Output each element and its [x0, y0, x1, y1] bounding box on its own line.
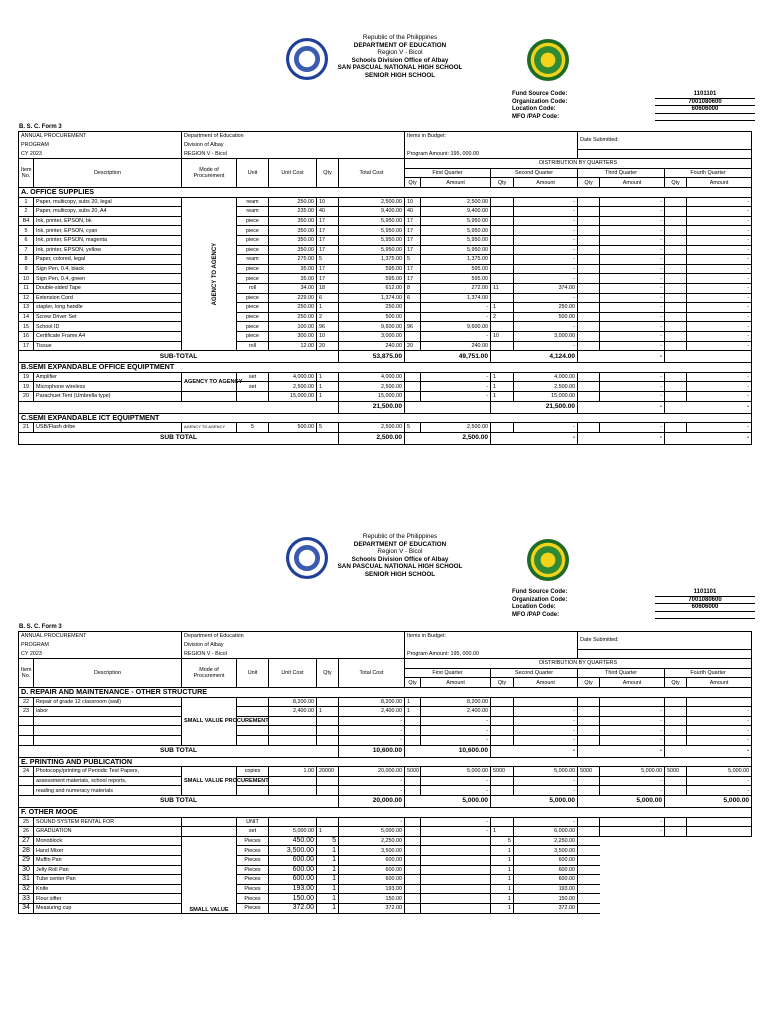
table-row: 5 Ink, printer, EPSON, cyan piece 350.00 17 5,950.00 17 5,950.00 - - -	[19, 226, 752, 236]
distribution-header: DISTRIBUTION BY QUARTERS	[405, 159, 752, 169]
section-title: A. OFFICE SUPPLIES	[19, 188, 752, 198]
code-values: 1101101 7001080600 60606000	[655, 91, 755, 121]
procurement-table-2: ANNUAL PROCUREMENT Department of Education Items in Budget: Date Submitted: PROGRAM Division of Albay CY 2023 REGION V - Bicol Program Amount: 195, 000.00 Item No. Description Mode of Procurement Unit Unit Cost Qty Total Cost DISTRIBUTION BY QUARTERS First Quarter Second Quarter Third Quarter Fourth Quarter Qty Amount Qty Amount Qty Amount Qty Amount D. REPAIR AND MAINTENANCE - OTHER STRUCTURE 22 Repair of grade 12 classroom (wall) SMALL VALUE PROCUREMENT 8,200.00 8,200.00 1 8,200.00 23 labor 2,400.00 1 2,400.00 1 2,400.00 - - - - - - - - - - - - - - - - - - SUB TOTAL 10,600.00 10,600.00 - - - E. PRINTING AND PUBLICATION 24 Photocopy/printing of Periodic Test Papers, SMALL VALUE PROCUREMENT copies 1.00 20000 20,000.00 5000 5,000.00 5000 5,000.00 5000 5,000.00 5000 5,000.00 assessment materials, school reports, - - - - - reading and numeracy materials - - - - - SUB TOTAL 20,000.00 5,000.00 5,000.00 5,000.00 5,000.00 F. OTHER MOOE 25 SOUND SYSTEM RENTAL FOR UNIT - - - - 26 GRADUATION set 5,000.00 1 5,000.00 - 1 6,000.00 - 27 Monoblock SMALL VALUE Pieces 450.00 5 2,250.00 5 2,250.00 28 Hand Mixer Pieces 3,500.00 1 3,500.00 1 3,500.00 29 Muffin Pan Pieces 600.00 1 600.00 1 600.00 30 Jelly Roll Pan Pieces 600.00 1 600.00 1 600.00 31 Tube center Pan Pieces 600.00 1 600.00 1 600.00 32 Knife Pieces 193.00 1 193.00 1 193.00 33 Flour sifter Pieces 150.00 1 150.00 1 150.00 34 Measuring cup Pieces 372.00 1 372.00 1 372.00	[18, 631, 752, 914]
table-row: 2 Paper, multicopy, subs 20, A4 ream 235.00 40 9,400.00 40 9,400.00 - - -	[19, 207, 752, 217]
mode-label: AGENCY TO AGENCY	[184, 378, 243, 385]
subtotal-row: SUB TOTAL 2,500.00 2,500.00 - - -	[19, 432, 752, 444]
table-row: 16 Certificate Frame A4 piece 300.00 10 3,000.00 - 10 3,000.00 - -	[19, 331, 752, 341]
section-title: F. OTHER MOOE	[19, 808, 752, 818]
table-row: 29 Muffin Pan Pieces 600.00 1 600.00 1 600.00	[19, 855, 752, 865]
republic-line: Republic of the Philippines	[362, 34, 438, 41]
school-line: SAN PASCUAL NATIONAL HIGH SCHOOL	[337, 64, 463, 72]
code-labels: Fund Source Code: Organization Code: Location Code: MFO /PAP Code:	[512, 91, 568, 120]
col-total-cost: Total Cost	[339, 159, 405, 188]
table-row: - - - - -	[19, 716, 752, 726]
table-row: 6 Ink, printer, EPSON, magenta piece 350.00 17 5,950.00 17 5,950.00 - - -	[19, 236, 752, 246]
subtotal-row: SUB TOTAL 10,600.00 10,600.00 - - -	[19, 745, 752, 757]
table-row: B4 Ink, printer, EPSON, bk piece 350.00 17 5,950.00 17 5,950.00 - - -	[19, 216, 752, 226]
procurement-table-1: ANNUAL PROCUREMENT Department of Education Items in Budget: Date Submitted: PROGRAM Division of Albay CY 2023 REGION V - Bicol Program Amount: 195, 000.00 Item No. Description Mode of Procurement Unit Unit Cost Qty Total Cost DISTRIBUTION BY QUARTERS First Quarter Second Quarter Third Quarter Fourth Quarter Qty Amount Qty Amount Qty Amount Qty Amount A. OFFICE SUPPLIES 1 Paper, multicopy, subs 20, legal AGENCY TO AGENCY ream 250.00 10 2,500.00 10 2,500.00 - - - 2 Paper, multicopy, subs 20, A4 ream 235.00 40 9,400.00 40 9,400.00 - - - B4 Ink, printer, EPSON, bk piece 350.00 17 5,950.00 17 5,950.00 - - - 5 Ink, printer, EPSON, cyan piece 350.00 17 5,950.00 17 5,950.00 - - - 6 Ink, printer, EPSON, magenta piece 350.00 17 5,950.00 17 5,950.00 - - - 7 Ink, printer, EPSON, yellow piece 350.00 17 5,950.00 17 5,950.00 - - - 8 Paper, colored, legal ream 275.00 5 1,375.00 5 1,375.00 - - - 9 Sign Pen, 0.4, black piece 35.00 17 595.00 17 595.00 - - - 10 Sign Pen, 0.4, green piece 35.00 17 595.00 17 595.00 - - - 11 Double-sided Tape roll 34.00 18 612.00 8 272.00 11 374.00 - - 12 Extension Cord piece 229.00 6 1,374.00 6 1,374.00 - - - 13 stapler, long handle piece 250.00 1 250.00 - 1 250.00 - - 14 Screw Driver Set piece 250.00 2 500.00 - 2 500.00 - - 15 School ID piece 100.00 96 9,600.00 96 9,600.00 - - - 16 Certificate Frame A4 piece 300.00 10 3,000.00 - 10 3,000.00 - - 17 Tissue roll 12.00 20 240.00 20 240.00 - - - SUB-TOTAL 53,875.00 49,751.00 4,124.00 - B.SEMI EXPANDABLE OFFICE EQUIPTMENT 19 Amplifier AGENCY TO AGENCY set 4,000.00 1 4,000.00 - 1 4,000.00 - - 19 Microphone wireless set 2,500.00 1 2,500.00 - 1 2,500.00 - - 20 Parachuet Tent (Umbrella type) 15,000.00 1 15,000.00 - 1 15,000.00 - - 21,500.00 21,500.00 - - C.SEMI EXPANDABLE ICT EQUIPTMENT 21 USB/Flash dribe AGENCY TO AGENCY 5 500.00 5 2,500.00 5 2,500.00 - - - SUB TOTAL 2,500.00 2,500.00 - - -	[18, 131, 752, 445]
subtotal-row: 21,500.00 21,500.00 - -	[19, 401, 752, 413]
letterhead	[320, 34, 480, 80]
table-row: 19 Microphone wireless set 2,500.00 1 2,500.00 - 1 2,500.00 - -	[19, 382, 752, 392]
table-header: ANNUAL PROCUREMENT Department of Education Items in Budget: Date Submitted: PROGRAM Division of Albay CY 2023 REGION V - Bicol Program Amount: 195, 000.00	[19, 132, 752, 159]
form-name: B. S. C. Form 3	[19, 124, 62, 130]
table-row: 15 School ID piece 100.00 96 9,600.00 96 9,600.00 - - -	[19, 322, 752, 332]
mode-label: SMALL VALUE PROCUREMENT	[184, 718, 269, 725]
table-row: 14 Screw Driver Set piece 250.00 2 500.00 - 2 500.00 - -	[19, 312, 752, 322]
table-row: 8 Paper, colored, legal ream 275.00 5 1,375.00 5 1,375.00 - - -	[19, 255, 752, 265]
mode-label: SMALL VALUE	[189, 906, 229, 913]
letterhead: Republic of the Philippines DEPARTMENT OF EDUCATION Region V - Bicol Schools Division Office of Albay SAN PASCUAL NATIONAL HIGH SCHOOL SENIOR HIGH SCHOOL	[337, 533, 463, 578]
mode-label: AGENCY TO AGENCY	[212, 242, 219, 306]
table-row: assessment materials, school reports, - - - - -	[19, 776, 752, 786]
region-line: Region V - Bicol	[377, 49, 423, 57]
table-row: reading and numeracy materials - - - - -	[19, 786, 752, 796]
division-line: Schools Division Office of Albay	[351, 56, 449, 64]
table-row: 22 Repair of grade 12 classroom (wall) SMALL VALUE PROCUREMENT 8,200.00 8,200.00 1 8,200.00	[19, 697, 752, 707]
col-qty: Qty	[317, 159, 339, 188]
section-title: C.SEMI EXPANDABLE ICT EQUIPTMENT	[19, 413, 752, 423]
table-row: 31 Tube center Pan Pieces 600.00 1 600.00 1 600.00	[19, 875, 752, 885]
section-office-equipment	[19, 372, 752, 401]
table-row: 25 SOUND SYSTEM RENTAL FOR UNIT - - - -	[19, 817, 752, 827]
section-other-mooe	[19, 817, 752, 913]
subtotal-row: SUB TOTAL 20,000.00 5,000.00 5,000.00 5,000.00 5,000.00	[19, 796, 752, 808]
table-row: 13 stapler, long handle piece 250.00 1 250.00 - 1 250.00 - -	[19, 303, 752, 313]
section-title: B.SEMI EXPANDABLE OFFICE EQUIPTMENT	[19, 363, 752, 373]
code-labels: Fund Source Code: Organization Code: Location Code: MFO /PAP Code:	[512, 589, 568, 618]
table-row: - - - - -	[19, 726, 752, 736]
form-name: B. S. C. Form 3	[19, 624, 62, 630]
table-row: 20 Parachuet Tent (Umbrella type) 15,000.00 1 15,000.00 - 1 15,000.00 - -	[19, 391, 752, 401]
table-row: 27 Monoblock SMALL VALUE Pieces 450.00 5 2,250.00 5 2,250.00	[19, 836, 752, 846]
section-title: D. REPAIR AND MAINTENANCE - OTHER STRUCTURE	[19, 688, 752, 698]
table-row: 24 Photocopy/printing of Periodic Test Papers, SMALL VALUE PROCUREMENT copies 1.00 20000 20,000.00 5000 5,000.00 5000 5,000.00 5000 5,000.00 5000 5,000.00	[19, 767, 752, 777]
table-row: 7 Ink, printer, EPSON, yellow piece 350.00 17 5,950.00 17 5,950.00 - - -	[19, 245, 752, 255]
table-row: 21 USB/Flash dribe AGENCY TO AGENCY 5 500.00 5 2,500.00 5 2,500.00 - - -	[19, 423, 752, 433]
code-values: 1101101 7001080600 60606000	[655, 589, 755, 619]
col-item-no: Item No.	[19, 159, 34, 188]
table-row: 10 Sign Pen, 0.4, green piece 35.00 17 595.00 17 595.00 - - -	[19, 274, 752, 284]
form-page-1	[0, 0, 768, 500]
section-title: E. PRINTING AND PUBLICATION	[19, 757, 752, 767]
mode-label: SMALL VALUE PROCUREMENT	[184, 778, 269, 785]
table-row: 30 Jelly Roll Pan Pieces 600.00 1 600.00 1 600.00	[19, 865, 752, 875]
table-row: 34 Measuring cup Pieces 372.00 1 372.00 1 372.00	[19, 903, 752, 913]
table-row: 32 Knife Pieces 193.00 1 193.00 1 193.00	[19, 884, 752, 894]
table-row: - - - - -	[19, 736, 752, 746]
table-row: 17 Tissue roll 12.00 20 240.00 20 240.00 - - -	[19, 341, 752, 351]
department-line: DEPARTMENT OF EDUCATION	[353, 41, 447, 49]
form-page-2	[0, 525, 768, 1024]
col-unit-cost: Unit Cost	[269, 159, 317, 188]
table-row: 28 Hand Mixer Pieces 3,500.00 1 3,500.00 1 3,500.00	[19, 846, 752, 856]
table-row: 19 Amplifier AGENCY TO AGENCY set 4,000.00 1 4,000.00 - 1 4,000.00 - -	[19, 372, 752, 382]
section-printing-publication	[19, 767, 752, 796]
col-description: Description	[34, 159, 182, 188]
table-row: 12 Extension Cord piece 229.00 6 1,374.00 6 1,374.00 - - -	[19, 293, 752, 303]
table-row: 26 GRADUATION set 5,000.00 1 5,000.00 - 1 6,000.00 -	[19, 827, 752, 837]
table-row: 9 Sign Pen, 0.4, black piece 35.00 17 595.00 17 595.00 - - -	[19, 264, 752, 274]
table-row: 23 labor 2,400.00 1 2,400.00 1 2,400.00 - - -	[19, 707, 752, 717]
table-row: 11 Double-sided Tape roll 34.00 18 612.00 8 272.00 11 374.00 - -	[19, 284, 752, 294]
table-row: 1 Paper, multicopy, subs 20, legal AGENCY TO AGENCY ream 250.00 10 2,500.00 10 2,500.00 - - -	[19, 197, 752, 207]
col-unit: Unit	[237, 159, 269, 188]
section-office-supplies	[19, 188, 752, 351]
level-line: SENIOR HIGH SCHOOL	[364, 71, 436, 79]
school-seal-icon	[527, 539, 569, 581]
school-seal-icon	[527, 39, 569, 81]
col-mode: Mode of Procurement	[182, 159, 237, 188]
section-repair-maintenance	[19, 697, 752, 745]
table-row: 33 Flour sifter Pieces 150.00 1 150.00 1 150.00	[19, 894, 752, 904]
subtotal-row: SUB-TOTAL 53,875.00 49,751.00 4,124.00 -	[19, 351, 752, 363]
